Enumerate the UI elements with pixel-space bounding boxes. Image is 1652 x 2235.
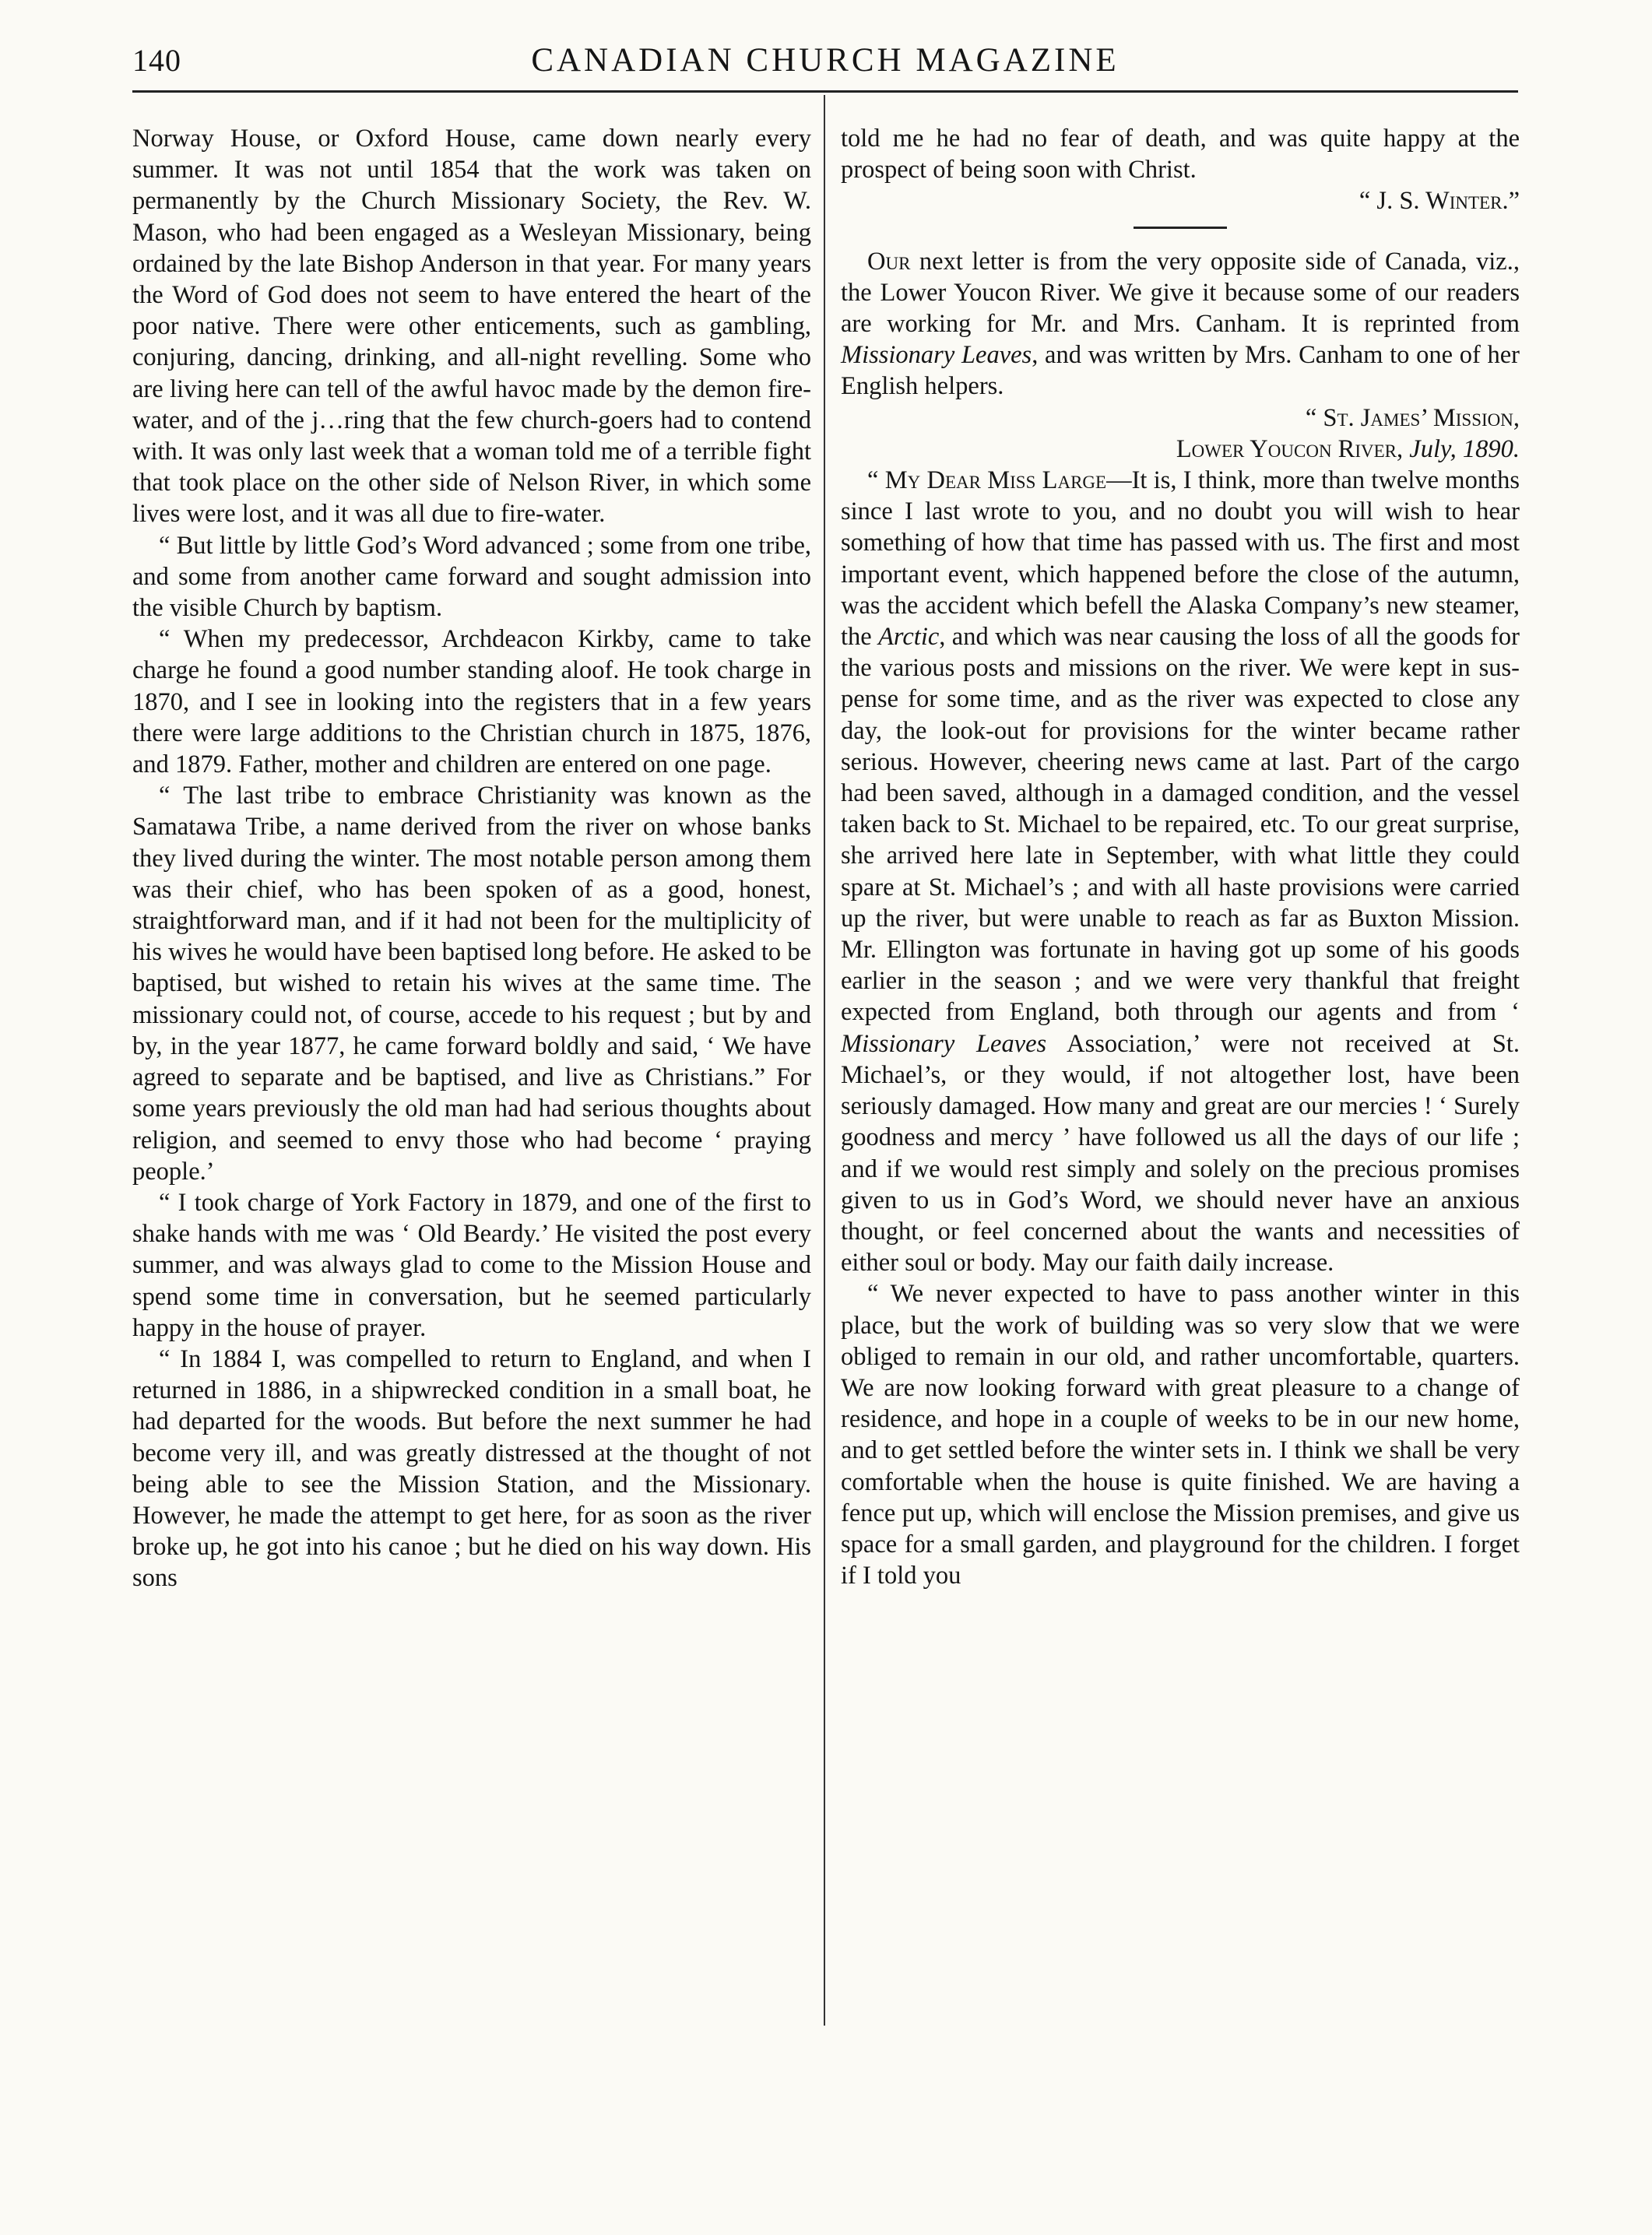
- page-header: [132, 37, 1518, 84]
- intro-text-end: , and was written by Mrs. Canham to one of her English helpers.: [841, 341, 1520, 401]
- header-rule: [132, 90, 1518, 93]
- ship-name: Arctic: [878, 623, 940, 652]
- page-number: 140: [132, 43, 181, 78]
- salutation: “ My Dear Miss Large: [867, 466, 1107, 495]
- dateline-place: [841, 434, 1520, 465]
- letter-paragraph: [841, 465, 1520, 1278]
- paragraph: “ When my predecessor, Archdeacon Kirkby, came to take charge he found a good number standing aloof. He took charge in 1870, and I see in looking into the registers that in a few years there were large additions to the Christian church in 1875, 1876, and 1879. Father, mother and children are entered on one page.: [132, 625, 811, 779]
- paragraph: “ But little by little God’s Word advanced ; some from one tribe, and some from another came forward and sought admission into the visible Church by baptism.: [132, 531, 811, 623]
- left-column: [132, 123, 811, 1594]
- paragraph: “ The last tribe to embrace Christianity was known as the Samatawa Tribe, a name derived from the river on whose banks they lived during the winter. The most notable person among them was their chief, who has been spoken of as a good, honest, straightforward man, and if it had not been for the multiplicity of his wives he would have been baptised long before. He asked to be baptised, but wished to retain his wives at the same time. The missionary could not, of course, accede to his request ; but by and by, in the year 1877, he came forward boldly and said, ‘ We have agreed to separate and be baptised, and live as Christians.” For some years previously the old man had had serious thoughts about religion, and seemed to envy those who had become ‘ praying people.’: [132, 782, 811, 1186]
- running-head: CANADIAN CHURCH MAGAZINE: [531, 42, 1119, 79]
- letter-text: —It is, I think, more than twelve months since I last wrote to you, and no doubt you will wish to hear something of how that time has passed with us. The first and most important event, which happened before the close of the autumn, was the accident which befell the Alaska Company’s new steamer, the: [841, 466, 1520, 652]
- intro-text: next letter is from the very opposite side of Canada, viz., the Lower Youcon River. We give it because some of our readers are working for Mr. and Mrs. Canham. It is reprinted from: [841, 247, 1520, 339]
- letter-paragraph: “ We never expected to have to pass another winter in this place, but the work of building was so very slow that we were obliged to remain in our old, and rather uncomfortable, quarters. We are now looking forward with great pleasure to a change of residence, and hope in a couple of weeks to be in our new home, and to get settled before the winter sets in. I think we shall be very comfortable when the house is quite finished. We are having a fence put up, which will enclose the Mission premises, and give us space for a small garden, and playground for the children. I forget if I told you: [841, 1280, 1520, 1590]
- right-column: [841, 123, 1520, 1591]
- letter-text: Association,’ were not received at St. Michael’s, or they would, if not altogether lost, have been seriously damaged. How many and great are our mercies ! ‘ Surely goodness and mercy ’ have followed us all the days of our life ; and if we would rest simply and solely on the precious promises given to us in God’s Word, we should never have an anxious thought, or feel concerned about the wants and necessities of either soul or body. May our faith daily increase.: [841, 1029, 1520, 1277]
- paragraph: told me he had no fear of death, and was quite happy at the prospect of being soon with Christ.: [841, 125, 1520, 184]
- letter-text: , and which was near causing the loss of all the goods for the various posts and missions on the river. We were kept in suspense for some time, and as the river was expected to close any day, the look-out for provisions for the winter became rather serious. However, cheering news came at last. Part of the cargo had been saved, although in a damaged condition, and the vessel taken back to St. Michael to be repaired, etc. To our great surprise, she arrived here late in September, with what little they could spare at St. Michael’s ; and with all haste provisions were carried up the river, but were unable to reach as far as Buxton Mission. Mr. Ellington was fortunate in having got up some of his goods earlier in the season ; and we were very thankful that freight expected from England, both through our agents and from ‘: [841, 623, 1520, 1027]
- intro-lead-word: Our: [867, 247, 911, 276]
- publication-title: Missionary Leaves: [841, 341, 1032, 370]
- editorial-intro: [841, 246, 1520, 402]
- publication-title: Missionary Leaves: [841, 1029, 1047, 1058]
- column-divider: [824, 95, 825, 2026]
- dateline-date: July, 1890.: [1409, 434, 1520, 463]
- paragraph: “ In 1884 I, was compelled to return to England, and when I returned in 1886, in a shipwrecked condition in a small boat, he had departed for the woods. But before the next summer he had become very ill, and was greatly distressed at the thought of not being able to see the Mission Station, and the Missionary. However, he made the attempt to get here, for as soon as the river broke up, he got into his canoe ; but he died on his way down. His sons: [132, 1344, 811, 1593]
- signature: “ J. S. Winter.”: [1359, 187, 1520, 216]
- paragraph: Norway House, or Oxford House, came down nearly every summer. It was not until 1854 that the work was taken on permanently by the Church Missionary Society, the Rev. W. Mason, who had been engaged as a Wesleyan Missionary, being ordained by the late Bishop Anderson in that year. For many years the Word of God does not seem to have entered the heart of the poor native. There were other enticements, such as gambling, conjuring, dancing, drinking, and all-night revelling. Some who are living here can tell of the awful havoc made by the demon fire-water, and of the j…ring that the few church-goers had to contend with. It was only last week that a woman told me of a terrible fight that took place on the other side of Nelson River, in which some lives were lost, and it was all due to fire-water.: [132, 125, 811, 529]
- section-rule: [1134, 227, 1227, 229]
- paragraph: “ I took charge of York Factory in 1879, and one of the first to shake hands with me was ‘ Old Beardy.’ He visited the post every summer, and was always glad to come to the Mission House and spend some time in conversation, but he seemed particularly happy in the house of prayer.: [132, 1188, 811, 1342]
- dateline-mission: “ St. James’ Mission,: [1305, 403, 1520, 432]
- dateline-place-text: Lower Youcon River,: [1176, 434, 1410, 463]
